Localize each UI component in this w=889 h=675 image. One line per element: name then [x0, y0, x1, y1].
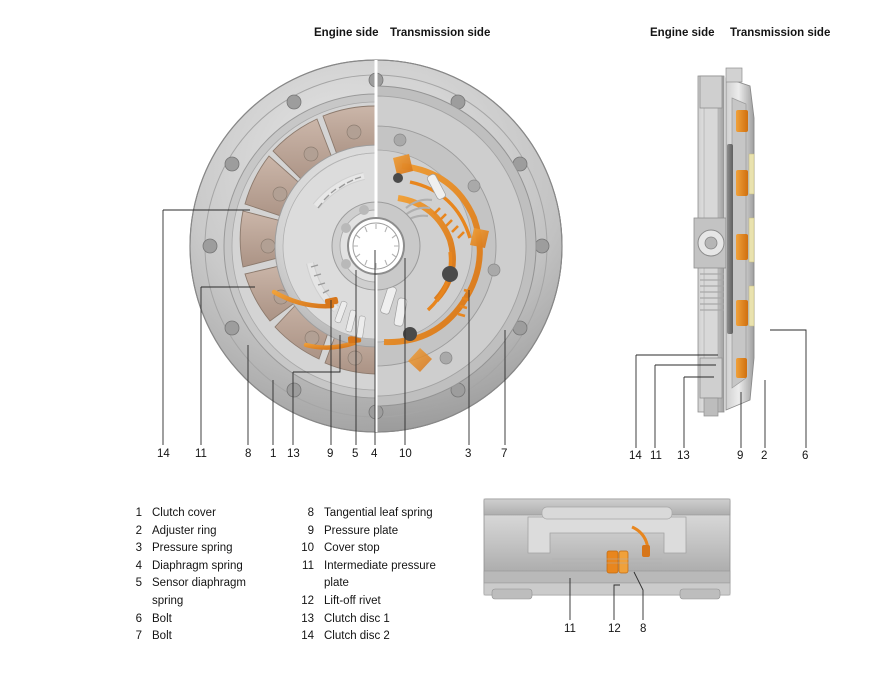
legend-label: Lift-off rivet — [324, 594, 381, 607]
legend-number: 6 — [135, 612, 142, 625]
callout-main-1: 1 — [270, 448, 277, 460]
legend-item — [122, 505, 292, 523]
legend-item-continuation — [294, 575, 474, 593]
legend-item — [294, 628, 474, 646]
legend-number: 10 — [301, 542, 314, 555]
legend-column-right — [294, 505, 474, 646]
legend-label: Diaphragm spring — [152, 559, 243, 572]
clutch-section-illustration — [680, 58, 770, 428]
legend-label: Cover stop — [324, 542, 380, 555]
legend-label: Pressure spring — [152, 542, 233, 555]
callout-bottom-11: 11 — [564, 623, 576, 635]
legend-number: 11 — [302, 559, 314, 572]
callout-main-4: 4 — [371, 448, 378, 460]
callout-main-13: 13 — [287, 448, 300, 460]
legend-number: 1 — [135, 507, 142, 519]
callout-main-3: 3 — [465, 448, 472, 460]
legend-number: 13 — [301, 612, 314, 625]
callout-bottom-12: 12 — [608, 623, 621, 635]
callout-side-14: 14 — [629, 450, 642, 462]
callout-side-9: 9 — [737, 450, 744, 462]
legend-item — [122, 611, 292, 629]
header-transmission-side-right: Transmission side — [730, 27, 831, 39]
legend-item — [122, 558, 292, 576]
legend-label: Sensor diaphragm — [152, 577, 246, 590]
callout-side-11: 11 — [650, 450, 662, 462]
legend-number: 4 — [135, 559, 142, 572]
legend-label: plate — [324, 577, 349, 590]
callout-main-14: 14 — [157, 448, 170, 460]
callout-main-10: 10 — [399, 448, 412, 460]
legend-label: Adjuster ring — [152, 524, 217, 537]
legend-item — [294, 611, 474, 629]
legend-number: 8 — [307, 507, 314, 519]
legend-label: Intermediate pressure — [324, 559, 436, 572]
legend-label: spring — [152, 594, 184, 607]
legend-item — [294, 523, 474, 541]
callout-main-9: 9 — [327, 448, 334, 460]
clutch-detail-illustration — [482, 493, 732, 611]
clutch-assembly-illustration — [188, 58, 564, 434]
legend-item — [294, 505, 474, 523]
legend-item — [122, 575, 292, 593]
legend-number: 5 — [135, 577, 142, 590]
header-transmission-side-left: Transmission side — [390, 27, 491, 39]
callout-main-11: 11 — [195, 448, 207, 460]
legend-number: 2 — [135, 524, 142, 537]
legend-item — [294, 540, 474, 558]
callout-side-2: 2 — [761, 450, 768, 462]
legend-item — [122, 540, 292, 558]
legend-label: Bolt — [152, 612, 172, 625]
callout-main-7: 7 — [501, 448, 508, 460]
legend-item — [294, 593, 474, 611]
legend-column-left — [122, 505, 292, 646]
header-engine-side-right: Engine side — [650, 27, 715, 39]
legend-label: Clutch cover — [152, 507, 216, 519]
legend-item-continuation — [122, 593, 292, 611]
callout-bottom-8: 8 — [640, 623, 647, 635]
legend-label: Clutch disc 1 — [324, 612, 390, 625]
legend-number: 3 — [135, 542, 142, 555]
legend-label: Bolt — [152, 630, 172, 643]
legend-number: 12 — [301, 594, 314, 607]
legend-label: Clutch disc 2 — [324, 630, 390, 643]
legend-item — [122, 523, 292, 541]
legend-number: 7 — [135, 630, 142, 643]
callout-main-5: 5 — [352, 448, 359, 460]
legend-label: Tangential leaf spring — [324, 507, 433, 519]
callout-main-8: 8 — [245, 448, 252, 460]
legend-item — [294, 558, 474, 576]
legend-number: 14 — [301, 630, 314, 643]
legend-label: Pressure plate — [324, 524, 399, 537]
callout-side-13: 13 — [677, 450, 690, 462]
legend-number: 9 — [307, 524, 314, 537]
header-engine-side-left: Engine side — [314, 27, 379, 39]
legend-item — [122, 628, 292, 646]
callout-side-6: 6 — [802, 450, 809, 462]
